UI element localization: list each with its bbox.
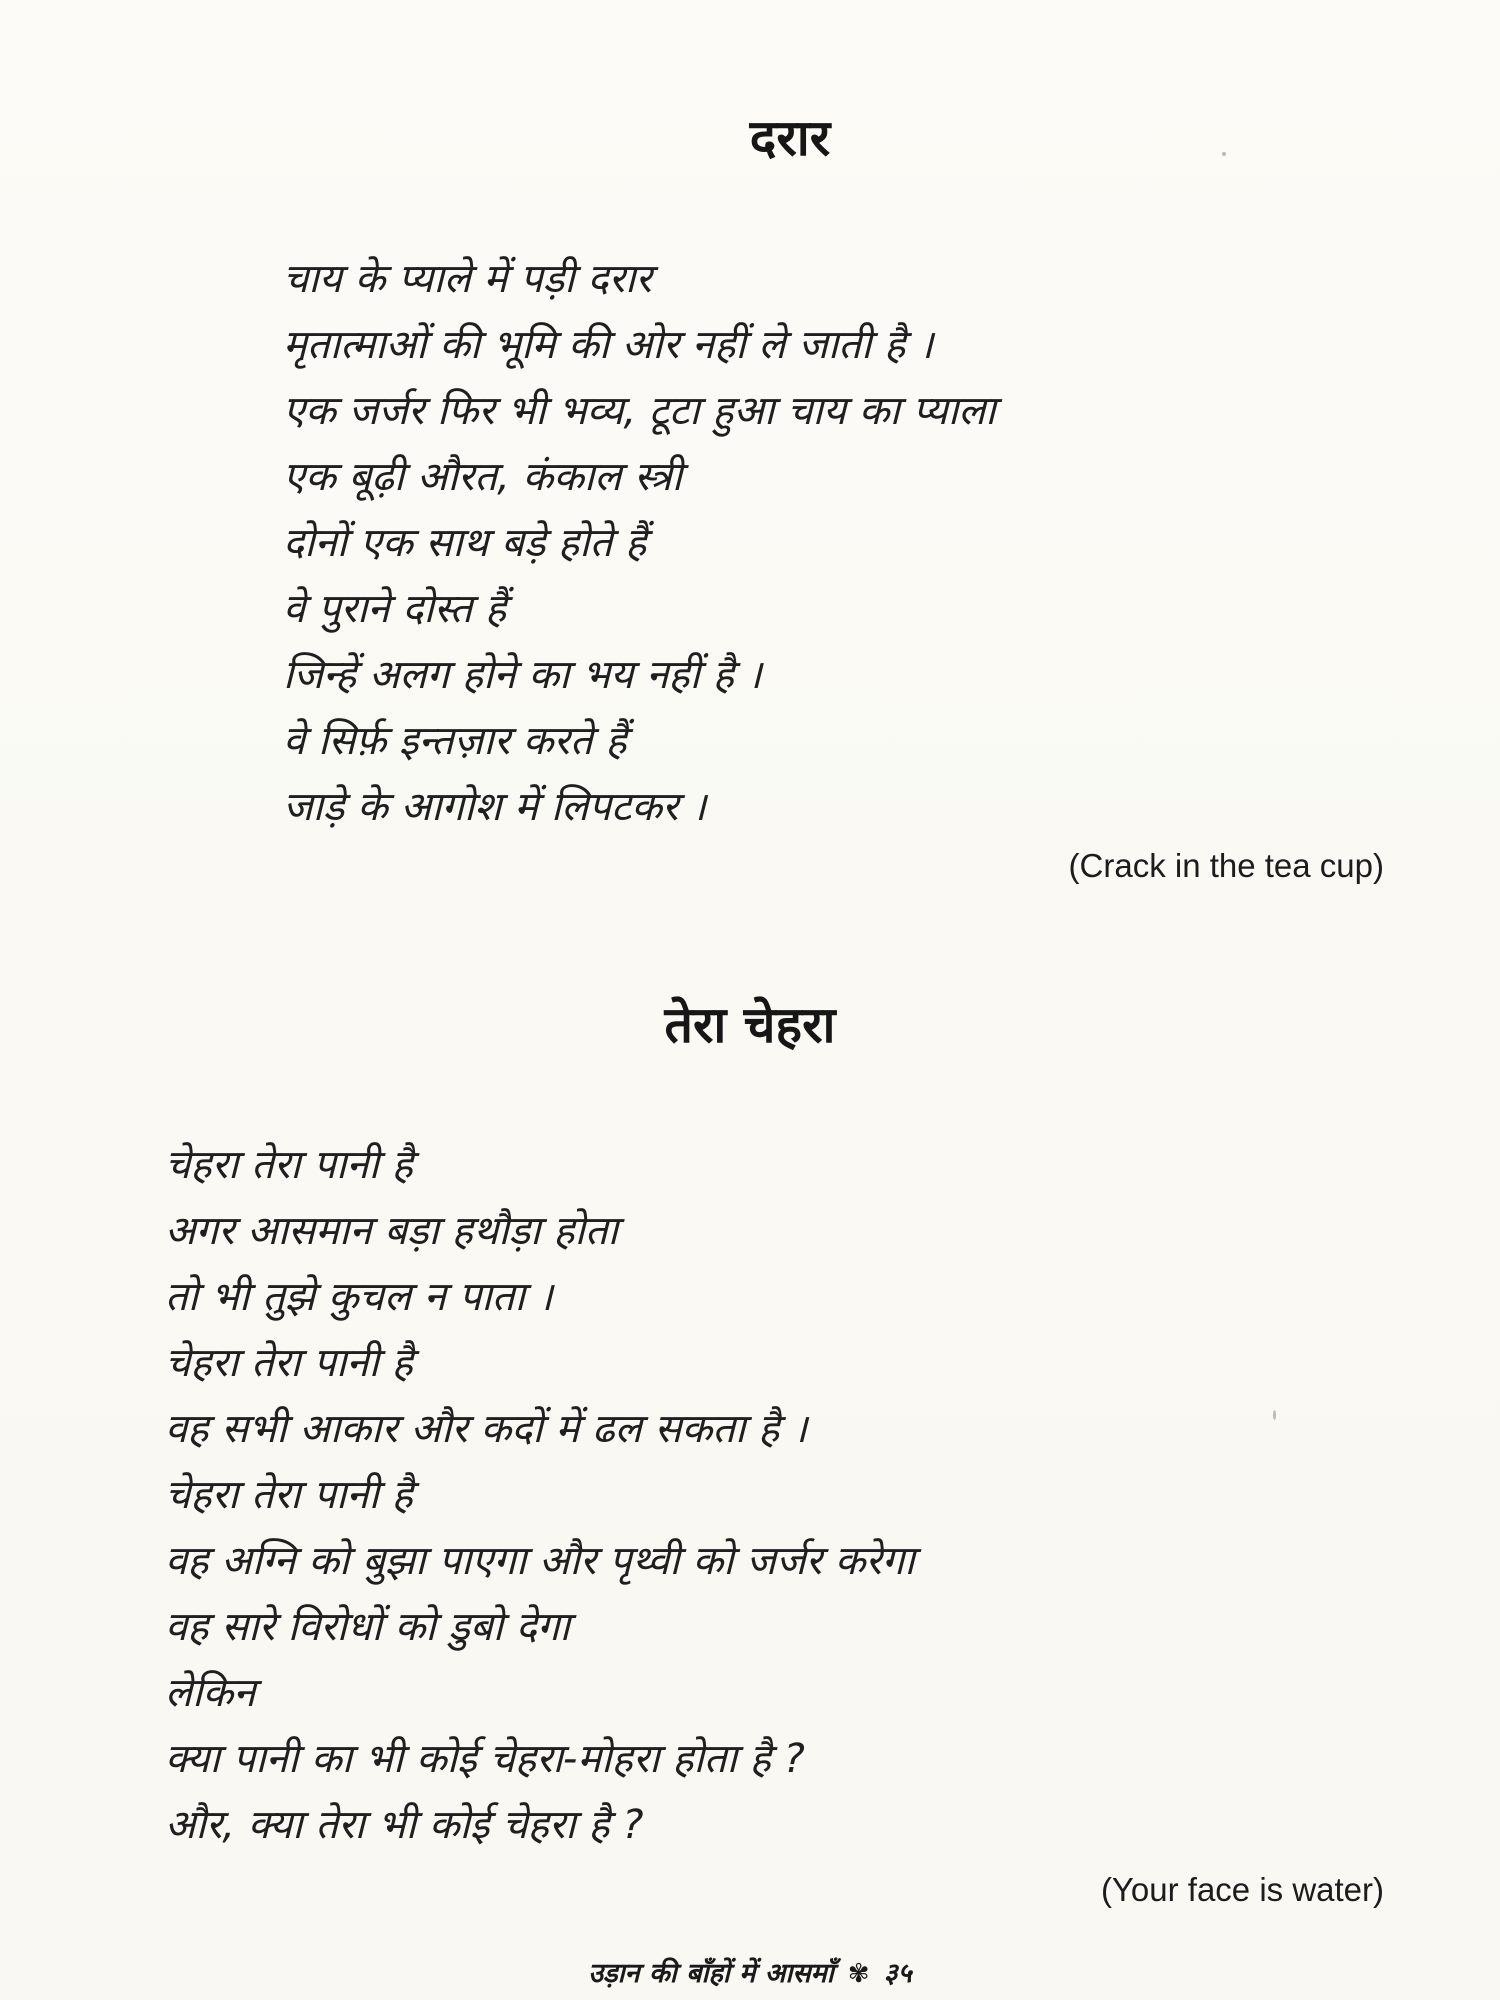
english-title-crack: (Crack in the tea cup): [1068, 847, 1384, 884]
page-footer: [0, 1956, 1500, 1992]
english-title-face: (Your face is water): [1100, 1871, 1384, 1908]
poem-line: मृतात्माओं की भूमि की ओर नहीं ले जाती है ।: [283, 322, 934, 368]
poem-line: लेकिन: [165, 1670, 256, 1716]
poem-title-face: तेरा चेहरा: [664, 996, 836, 1054]
poem-face-body: [165, 1132, 915, 1858]
paper-speck: [1273, 1410, 1276, 1420]
poem-line: वह सभी आकार और कदों में ढल सकता है ।: [165, 1406, 808, 1452]
poem-line: एक जर्जर फिर भी भव्य, टूटा हुआ चाय का प्याला: [283, 388, 996, 434]
poem-crack-body: [283, 246, 996, 840]
poem-line: और, क्या तेरा भी कोई चेहरा है ?: [165, 1802, 644, 1848]
poem-line: क्या पानी का भी कोई चेहरा-मोहरा होता है ?: [165, 1736, 805, 1782]
paper-speck: [1222, 152, 1226, 156]
poem-line: वह अग्नि को बुझा पाएगा और पृथ्वी को जर्जर करेगा: [165, 1538, 915, 1584]
poem-line: जाड़े के आगोश में लिपटकर ।: [283, 784, 707, 830]
poem-line: दोनों एक साथ बड़े होते हैं: [283, 520, 647, 566]
poem-line: चेहरा तेरा पानी है: [165, 1340, 413, 1386]
poem-line: अगर आसमान बड़ा हथौड़ा होता: [165, 1208, 618, 1254]
poem-line: एक बूढ़ी औरत, कंकाल स्त्री: [283, 454, 683, 500]
poem-line: वह सारे विरोधों को डुबो देगा: [165, 1604, 570, 1650]
book-title: उड़ान की बाँहों में आसमाँ: [588, 1958, 834, 1989]
poem-title-crack: दरार: [749, 109, 831, 167]
flower-ornament-icon: ✾: [847, 1959, 870, 1989]
poem-line: वे सिर्फ़ इन्तज़ार करते हैं: [283, 718, 627, 764]
poem-line: चेहरा तेरा पानी है: [165, 1142, 413, 1188]
poem-line: जिन्हें अलग होने का भय नहीं है ।: [283, 652, 762, 698]
poem-line: वे पुराने दोस्त हैं: [283, 586, 507, 632]
poem-line: चेहरा तेरा पानी है: [165, 1472, 413, 1518]
poem-line: तो भी तुझे कुचल न पाता ।: [165, 1274, 553, 1320]
poem-line: चाय के प्याले में पड़ी दरार: [283, 256, 652, 302]
page-number: ३५: [883, 1958, 912, 1989]
